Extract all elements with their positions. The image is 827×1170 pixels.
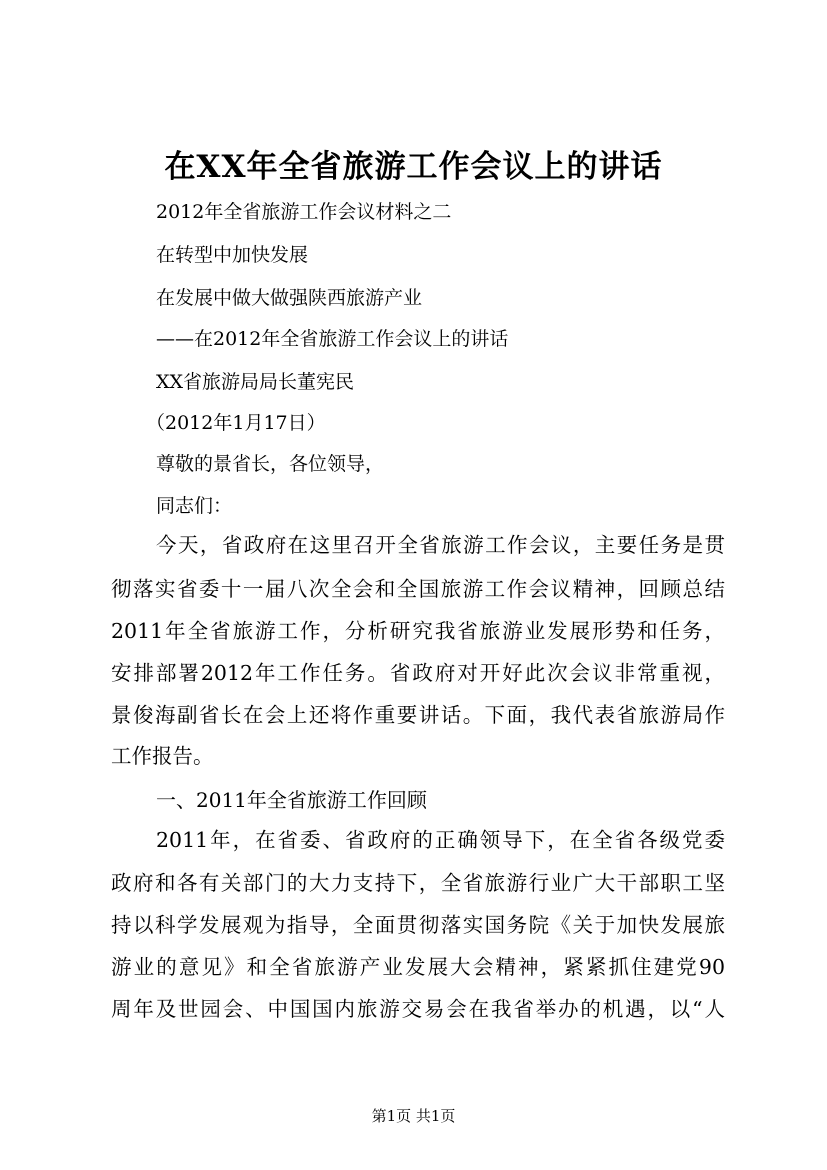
salutation-line-1: 尊敬的景省长，各位领导， [156, 453, 385, 475]
header-line-speech: ——在2012年全省旅游工作会议上的讲话 [156, 328, 509, 350]
paragraph-1-line: 彻落实省委十一届八次全会和全国旅游工作会议精神，回顾总结 [111, 577, 725, 601]
header-line-subtitle-1: 在转型中加快发展 [156, 244, 309, 266]
header-line-speaker: XX省旅游局局长董宪民 [156, 371, 355, 393]
paragraph-1-line: 今天，省政府在这里召开全省旅游工作会议，主要任务是贯 [156, 533, 725, 557]
header-line-material: 2012年全省旅游工作会议材料之二 [156, 201, 452, 223]
paragraph-1-line: 2011年全省旅游工作，分析研究我省旅游业发展形势和任务， [111, 619, 725, 643]
paragraph-1-line: 安排部署2012年工作任务。省政府对开好此次会议非常重视， [111, 661, 725, 685]
paragraph-2-line: 2011年，在省委、省政府的正确领导下，在全省各级党委 [156, 828, 725, 852]
header-line-subtitle-2: 在发展中做大做强陕西旅游产业 [156, 287, 423, 309]
header-line-date: （2012年1月17日） [146, 412, 326, 434]
paragraph-1-line: 景俊海副省长在会上还将作重要讲话。下面，我代表省旅游局作 [111, 703, 725, 727]
salutation-line-2: 同志们： [156, 495, 233, 517]
paragraph-2-line: 持以科学发展观为指导，全面贯彻落实国务院《关于加快发展旅 [111, 913, 725, 937]
paragraph-1-line: 工作报告。 [111, 744, 214, 768]
paragraph-2-line: 政府和各有关部门的大力支持下，全省旅游行业广大干部职工坚 [111, 871, 725, 895]
document-title: 在XX年全省旅游工作会议上的讲话 [164, 149, 663, 185]
paragraph-2-line: 游业的意见》和全省旅游产业发展大会精神，紧紧抓住建党90 [111, 955, 725, 979]
section-heading: 一、2011年全省旅游工作回顾 [156, 788, 427, 812]
page-footer: 第1页 共1页 [371, 1107, 456, 1125]
paragraph-2-line: 周年及世园会、中国国内旅游交易会在我省举办的机遇，以“人 [111, 997, 725, 1021]
